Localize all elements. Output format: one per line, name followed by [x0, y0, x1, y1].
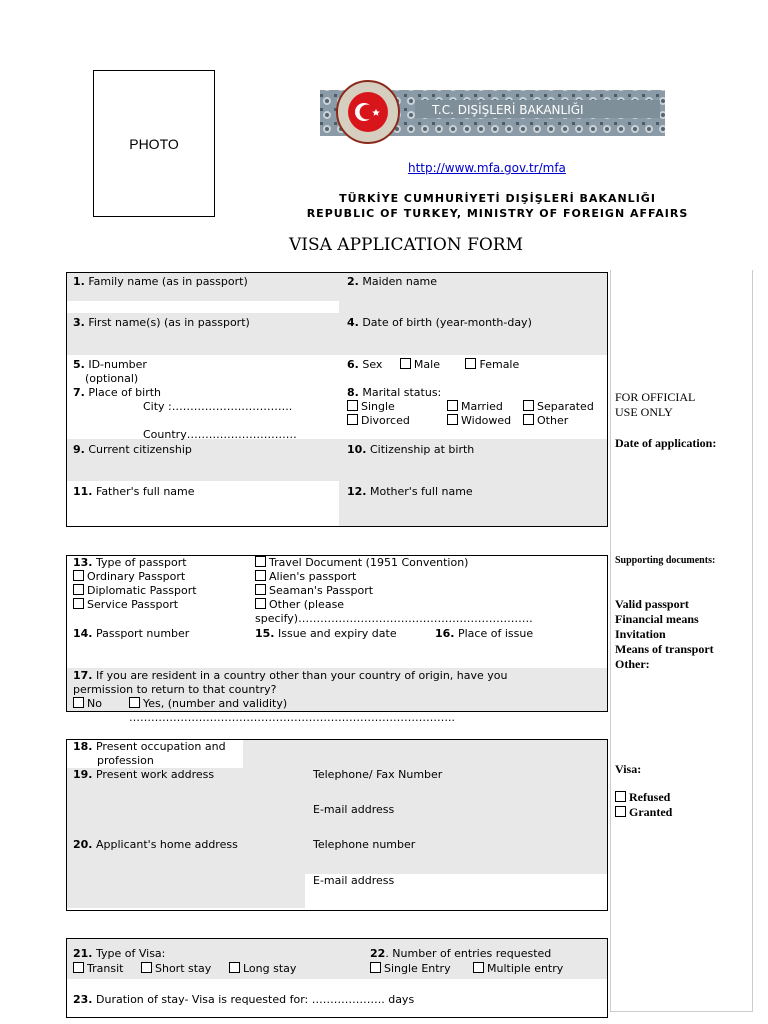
field-maiden-name[interactable]: 2. Maiden name [347, 275, 438, 288]
field-marital-status: 8. Marital status: [347, 386, 442, 399]
field-passport-number[interactable]: 14. Passport number [73, 627, 190, 640]
passport-alien-option[interactable]: Alien's passport [255, 570, 356, 584]
alien-checkbox[interactable] [255, 570, 266, 581]
ministry-logo [320, 80, 665, 144]
field-work-telephone-fax[interactable]: Telephone/ Fax Number [313, 768, 443, 781]
passport-seaman-option[interactable]: Seaman's Passport [255, 584, 373, 598]
residence-no-option[interactable]: No [73, 697, 102, 711]
for-official-label: FOR OFFICIAL USE ONLY [615, 390, 696, 419]
visa-long-stay-option[interactable]: Long stay [229, 962, 296, 976]
field-date-of-birth[interactable]: 4. Date of birth (year-month-day) [347, 316, 532, 329]
marital-widowed-option[interactable]: Widowed [447, 414, 511, 428]
marital-single-option[interactable]: Single [347, 400, 395, 414]
marital-separated-option[interactable]: Separated [523, 400, 594, 414]
field-work-address[interactable]: 19. Present work address [73, 768, 215, 781]
passport-ordinary-option[interactable]: Ordinary Passport [73, 570, 185, 584]
section-visa-request [66, 938, 608, 1018]
travel-checkbox[interactable] [255, 556, 266, 567]
mfa-link[interactable]: http://www.mfa.gov.tr/mfa [408, 161, 566, 175]
field-sex: 6. Sex Male Female [347, 358, 520, 371]
field-citizenship-at-birth[interactable]: 10. Citizenship at birth [347, 443, 475, 456]
service-checkbox[interactable] [73, 598, 84, 609]
place-of-birth-city[interactable]: City :……………….………….. [143, 400, 293, 413]
diplomatic-checkbox[interactable] [73, 584, 84, 595]
field-visa-type: 21. Type of Visa: [73, 947, 166, 960]
field-home-telephone[interactable]: Telephone number [313, 838, 416, 851]
female-checkbox[interactable] [465, 358, 476, 369]
entries-single-option[interactable]: Single Entry [370, 962, 451, 976]
field-residence-permission: 17. If you are resident in a country other than your country of origin, have you [73, 669, 508, 682]
photo-box [93, 70, 215, 217]
no-checkbox[interactable] [73, 697, 84, 708]
field-passport-type: 13. Type of passport [73, 556, 187, 569]
single-checkbox[interactable] [347, 400, 358, 411]
official-use-column [610, 270, 753, 1012]
refused-checkbox[interactable] [615, 791, 626, 802]
seaman-checkbox[interactable] [255, 584, 266, 595]
marital-divorced-option[interactable]: Divorced [347, 414, 410, 428]
section-passport [66, 555, 608, 724]
widowed-checkbox[interactable] [447, 414, 458, 425]
entries-multiple-option[interactable]: Multiple entry [473, 962, 563, 976]
doc-financial-means: Financial means [615, 612, 699, 626]
form-title: VISA APPLICATION FORM [288, 235, 524, 255]
ministry-banner [320, 80, 665, 144]
supporting-documents-label: Supporting documents: [615, 555, 716, 566]
visa-decision [615, 790, 672, 820]
field-home-email[interactable]: E-mail address [313, 874, 395, 887]
sex-female-option[interactable]: Female [465, 358, 519, 371]
field-issue-expiry-date[interactable]: 15. Issue and expiry date [255, 627, 397, 640]
field-duration-of-stay[interactable]: 23. Duration of stay- Visa is requested for: ……………….. days [73, 993, 415, 1006]
single-entry-checkbox[interactable] [370, 962, 381, 973]
married-checkbox[interactable] [447, 400, 458, 411]
doc-means-of-transport: Means of transport [615, 642, 714, 656]
multiple-entry-checkbox[interactable] [473, 962, 484, 973]
doc-other: Other: [615, 657, 650, 671]
ministry-name-en: REPUBLIC OF TURKEY, MINISTRY OF FOREIGN AFFAIRS [306, 207, 689, 220]
visa-short-stay-option[interactable]: Short stay [141, 962, 211, 976]
field-home-address[interactable]: 20. Applicant's home address [73, 838, 238, 851]
visa-label: Visa: [615, 762, 642, 776]
refused-option[interactable]: Refused [615, 790, 672, 805]
field-id-number[interactable]: 5. ID-number (optional) [73, 358, 147, 385]
field-number-of-entries: 22. Number of entries requested [370, 947, 552, 960]
marital-other-option[interactable]: Other [523, 414, 568, 428]
ordinary-checkbox[interactable] [73, 570, 84, 581]
marital-married-option[interactable]: Married [447, 400, 503, 414]
section-occupation-addresses [66, 739, 608, 911]
field-mothers-name[interactable]: 12. Mother's full name [347, 485, 473, 498]
field-first-name[interactable]: 3. First name(s) (as in passport) [73, 316, 250, 329]
field-work-email[interactable]: E-mail address [313, 803, 395, 816]
sex-male-option[interactable]: Male [400, 358, 440, 371]
transit-checkbox[interactable] [73, 962, 84, 973]
divorced-checkbox[interactable] [347, 414, 358, 425]
passport-service-option[interactable]: Service Passport [73, 598, 178, 612]
other-marital-checkbox[interactable] [523, 414, 534, 425]
field-fathers-name[interactable]: 11. Father's full name [73, 485, 195, 498]
passport-diplomatic-option[interactable]: Diplomatic Passport [73, 584, 197, 598]
passport-travel-option[interactable]: Travel Document (1951 Convention) [255, 556, 468, 570]
other-passport-checkbox[interactable] [255, 598, 266, 609]
granted-option[interactable]: Granted [615, 805, 672, 820]
date-of-application-label: Date of application: [615, 436, 717, 450]
passport-other-option[interactable]: Other (please specify)………………………………………………………. [255, 598, 533, 625]
banner-text: T.C. DIŞİŞLERİ BAKANLIĞI [432, 103, 584, 117]
documents-list [615, 597, 714, 672]
long-stay-checkbox[interactable] [229, 962, 240, 973]
yes-checkbox[interactable] [129, 697, 140, 708]
doc-invitation: Invitation [615, 627, 666, 641]
short-stay-checkbox[interactable] [141, 962, 152, 973]
section-personal-details [66, 272, 608, 527]
field-occupation[interactable]: 18. Present occupation and profession [73, 740, 226, 767]
granted-checkbox[interactable] [615, 806, 626, 817]
ministry-name-tr: TÜRKİYE CUMHURİYETİ DIŞİŞLERİ BAKANLIĞI [339, 192, 656, 205]
male-checkbox[interactable] [400, 358, 411, 369]
field-place-of-birth[interactable]: 7. Place of birth [73, 386, 162, 399]
separated-checkbox[interactable] [523, 400, 534, 411]
field-place-of-issue[interactable]: 16. Place of issue [435, 627, 534, 640]
visa-transit-option[interactable]: Transit [73, 962, 123, 976]
residence-yes-option[interactable]: Yes, (number and validity) …………………………………………………………………………….. [129, 697, 455, 724]
doc-valid-passport: Valid passport [615, 597, 689, 611]
residence-permission-text: permission to return to that country? [73, 683, 277, 696]
place-of-birth-country[interactable]: Country………………………… [143, 428, 297, 441]
field-current-citizenship[interactable]: 9. Current citizenship [73, 443, 192, 456]
photo-label: PHOTO [129, 135, 179, 152]
field-family-name[interactable]: 1. Family name (as in passport) [73, 275, 248, 288]
